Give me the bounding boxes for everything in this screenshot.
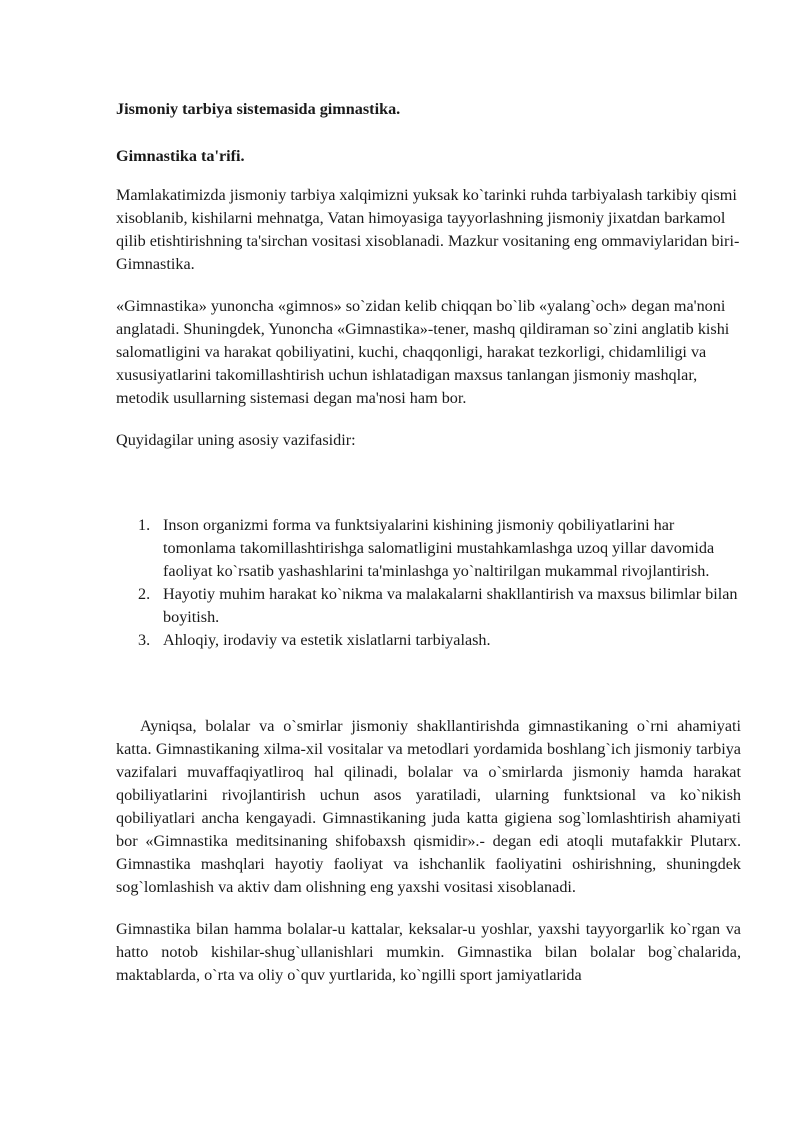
list-item-number: 1. bbox=[138, 516, 151, 534]
list-item-text: Hayotiy muhim harakat ko`nikma va malakalarni shakllantirish va maxsus bilimlar bilan boyitish. bbox=[163, 585, 738, 626]
list-item-text: Inson organizmi forma va funktsiyalarini kishining jismoniy qobiliyatlarini har tomonlama takomillashtirishga salomatligini mustahkamlashga uzoq yillar davomida faoliyat ko`rsatib yashashlarini ta'minlashga yo`naltirilgan mukammal rivojlantirish. bbox=[163, 516, 715, 580]
document-page bbox=[116, 98, 741, 1006]
list-item bbox=[138, 583, 741, 629]
task-list bbox=[116, 514, 741, 652]
document-title: Jismoniy tarbiya sistemasida gimnastika. bbox=[116, 100, 401, 118]
last-paragraph: Gimnastika bilan hamma bolalar-u kattalar, keksalar-u yoshlar, yaxshi tayyorgarlik ko`rgan va hatto notob kishilar-shug`ullanishlari mumkin. Gimnastika bilan bolalar bog`chalarida, maktablarda, o`rta va oliy o`quv yurtlarida, ko`ngilli sport jamiyatlarida bbox=[116, 920, 741, 984]
main-paragraph: Ayniqsa, bolalar va o`smirlar jismoniy shakllantirishda gimnastikaning o`rni ahamiyati katta. Gimnastikaning xilma-xil vositalar va metodlari yordamida boshlang`ich jismoniy tarbiya vazifalari muvaffaqiyatliroq hal qilinadi, bolalar va o`smirlarda jismoniy hamda harakat qobiliyatlarini rivojlantirish uchun asos yaratiladi, ularning funktsional va ko`nikish qobiliyatlari ancha kengayadi. Gimnastikaning juda katta gigiena sog`lomlashtirish ahamiyati bor «Gimnastika meditsinaning shifobaxsh qismidir».- degan edi atoqli mutafakkir Plutarx. Gimnastika mashqlari hayotiy faoliyat va ishchanlik faoliyatini oshirishning, shuningdek sog`lomlashish va aktiv dam olishning eng yaxshi vositasi xisoblanadi. bbox=[116, 717, 741, 896]
intro-paragraph-1: Mamlakatimizda jismoniy tarbiya xalqimizni yuksak ko`tarinki ruhda tarbiyalash tarkibiy qismi xisoblanib, kishilarni mehnatga, Vatan himoyasiga tayyorlashning jismoniy jixatdan barkamol qilib etishtirishning ta'sirchan vositasi xisoblanadi. Mazkur vositaning eng ommaviylaridan biri-Gimnastika. bbox=[116, 186, 740, 273]
list-item-text: Ahloqiy, irodaviy va estetik xislatlarni tarbiyalash. bbox=[163, 631, 491, 649]
intro-paragraph-2: «Gimnastika» yunoncha «gimnos» so`zidan kelib chiqqan bo`lib «yalang`och» degan ma'noni anglatadi. Shuningdek, Yunoncha «Gimnastika»-tener, mashq qildiraman so`zini anglatib kishi salomatligini va harakat qobiliyatini, kuchi, chaqqonligi, harakat tezkorligi, chidamliligi va xususiyatlarini takomillashtirish uchun ishlatadigan maxsus tanlangan jismoniy mashqlar, metodik usullarning sistemasi degan ma'nosi ham bor. bbox=[116, 297, 730, 407]
list-item bbox=[138, 629, 741, 652]
list-item bbox=[138, 514, 741, 583]
list-item-number: 2. bbox=[138, 585, 151, 603]
section-subtitle: Gimnastika ta'rifi. bbox=[116, 147, 245, 165]
intro-paragraph-3: Quyidagilar uning asosiy vazifasidir: bbox=[116, 431, 356, 449]
list-item-number: 3. bbox=[138, 631, 151, 649]
